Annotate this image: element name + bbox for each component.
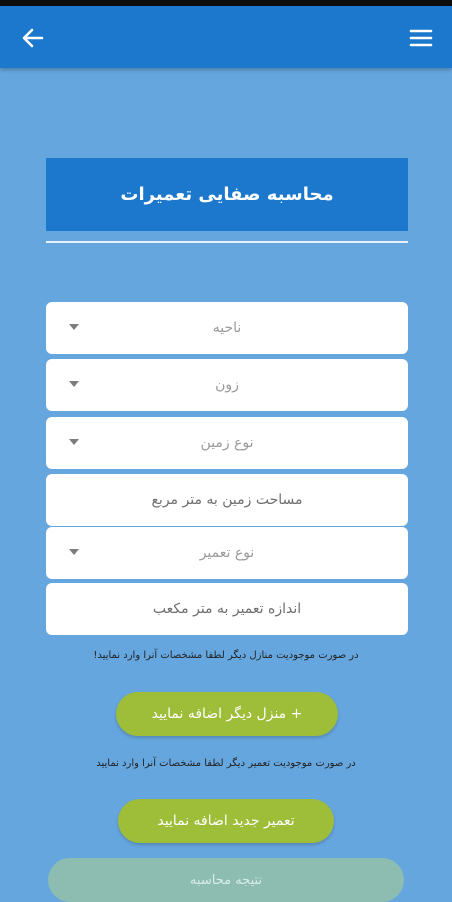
back-button[interactable] [18,23,48,53]
chevron-down-icon [68,323,80,331]
region-dropdown[interactable] [46,302,408,354]
zone-label: زون [215,377,239,393]
menu-button[interactable] [406,23,436,53]
region-label: ناحیه [212,320,242,336]
add-repair-button[interactable]: تعمیر جدید اضافه نمایید [118,799,334,843]
land-area-input[interactable] [46,474,408,526]
header-divider [46,241,408,243]
repair-type-label: نوع تعمیر [199,545,255,561]
zone-dropdown[interactable] [46,359,408,411]
hamburger-menu-icon [406,23,436,53]
land-type-label: نوع زمین [200,435,254,451]
land-area-placeholder: مساحت زمین به متر مربع [151,492,303,508]
calculate-button[interactable]: نتیجه محاسبه [48,858,404,902]
page-header [46,158,408,231]
page-title: محاسبه صفایی تعمیرات [120,184,334,205]
repair-size-input[interactable] [46,583,408,635]
land-type-dropdown[interactable] [46,417,408,469]
other-repair-note: در صورت موجودیت تعمیر دیگر لطفا مشخصات آنرا وارد نمایید [96,758,356,769]
other-house-note: در صورت موجودیت منازل دیگر لطفا مشخصات آنرا وارد نمایید! [93,650,359,661]
repair-size-placeholder: اندازه تعمیر به متر مکعب [152,601,302,617]
add-house-button[interactable]: + منزل دیگر اضافه نمایید [116,692,338,736]
chevron-down-icon [68,548,80,556]
app-bar [0,6,452,68]
chevron-down-icon [68,438,80,446]
repair-type-dropdown[interactable] [46,527,408,579]
arrow-left-icon [18,23,48,53]
chevron-down-icon [68,380,80,388]
